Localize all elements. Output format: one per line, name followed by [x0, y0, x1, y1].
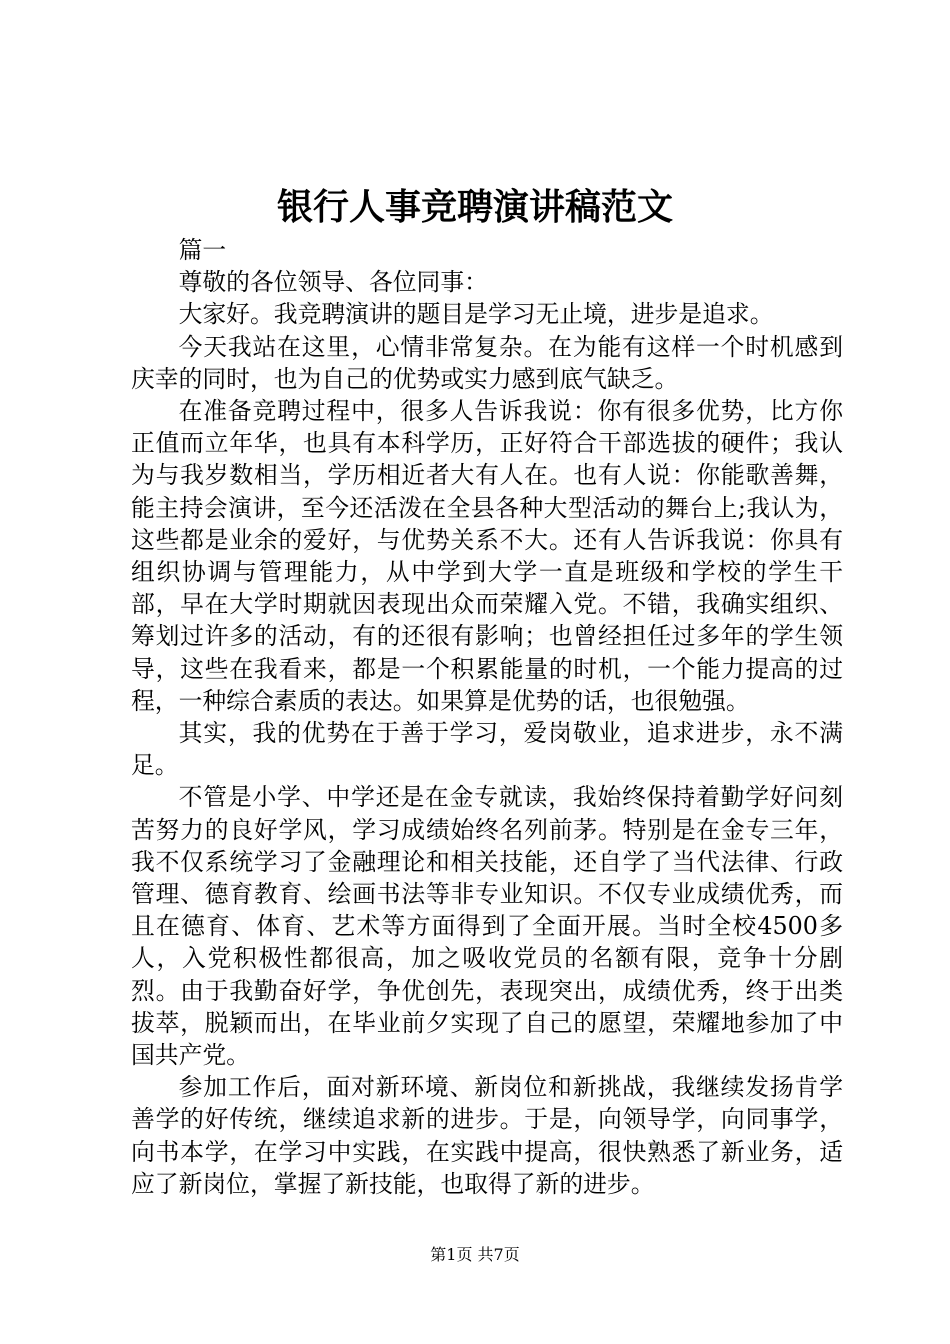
paragraph: 大家好。我竞聘演讲的题目是学习无止境，进步是追求。: [178, 300, 774, 329]
page-footer: 第1页 共7页: [430, 1245, 520, 1264]
paragraph: 今天我站在这里，心情非常复杂。在为能有这样一个时机感到庆幸的同时，也为自己的优势或实力感到底气缺乏。: [131, 332, 843, 393]
document-body: [131, 234, 843, 1200]
section-heading: 篇一: [178, 236, 227, 264]
paragraph: 不管是小学、中学还是在金专就读，我始终保持着勤学好问刻苦努力的良好学风，学习成绩始终名列前茅。特别是在金专三年，我不仅系统学习了金融理论和相关技能，还自学了当代法律、行政管理、德育教育、绘画书法等非专业知识。不仅专业成绩优秀，而且在德育、体育、艺术等方面得到了全面开展。当时全校4500多人，入党积极性都很高，加之吸收党员的名额有限，竞争十分剧烈。由于我勤奋好学，争优创先，表现突出，成绩优秀，终于出类拔萃，脱颖而出，在毕业前夕实现了自己的愿望，荣耀地参加了中国共产党。: [131, 783, 843, 1070]
paragraph: 其实，我的优势在于善于学习，爱岗敬业，追求进步，永不满足。: [131, 719, 843, 780]
salutation: 尊敬的各位领导、各位同事：: [178, 268, 488, 297]
paragraph: 参加工作后，面对新环境、新岗位和新挑战，我继续发扬肯学善学的好传统，继续追求新的进步。于是，向领导学，向同事学，向书本学，在学习中实践，在实践中提高，很快熟悉了新业务，适应了新岗位，掌握了新技能，也取得了新的进步。: [131, 1073, 843, 1198]
paragraph: 在准备竞聘过程中，很多人告诉我说：你有很多优势，比方你正值而立年华，也具有本科学历，正好符合干部选拔的硬件；我认为与我岁数相当，学历相近者大有人在。也有人说：你能歌善舞，能主持会演讲，至今还活泼在全县各种大型活动的舞台上;我认为，这些都是业余的爱好，与优势关系不大。还有人告诉我说：你具有组织协调与管理能力，从中学到大学一直是班级和学校的学生干部，早在大学时期就因表现出众而荣耀入党。不错，我确实组织、筹划过许多的活动，有的还很有影响；也曾经担任过多年的学生领导，这些在我看来，都是一个积累能量的时机，一个能力提高的过程，一种综合素质的表达。如果算是优势的话，也很勉强。: [131, 397, 843, 715]
document-title: 银行人事竞聘演讲稿范文: [276, 186, 673, 228]
